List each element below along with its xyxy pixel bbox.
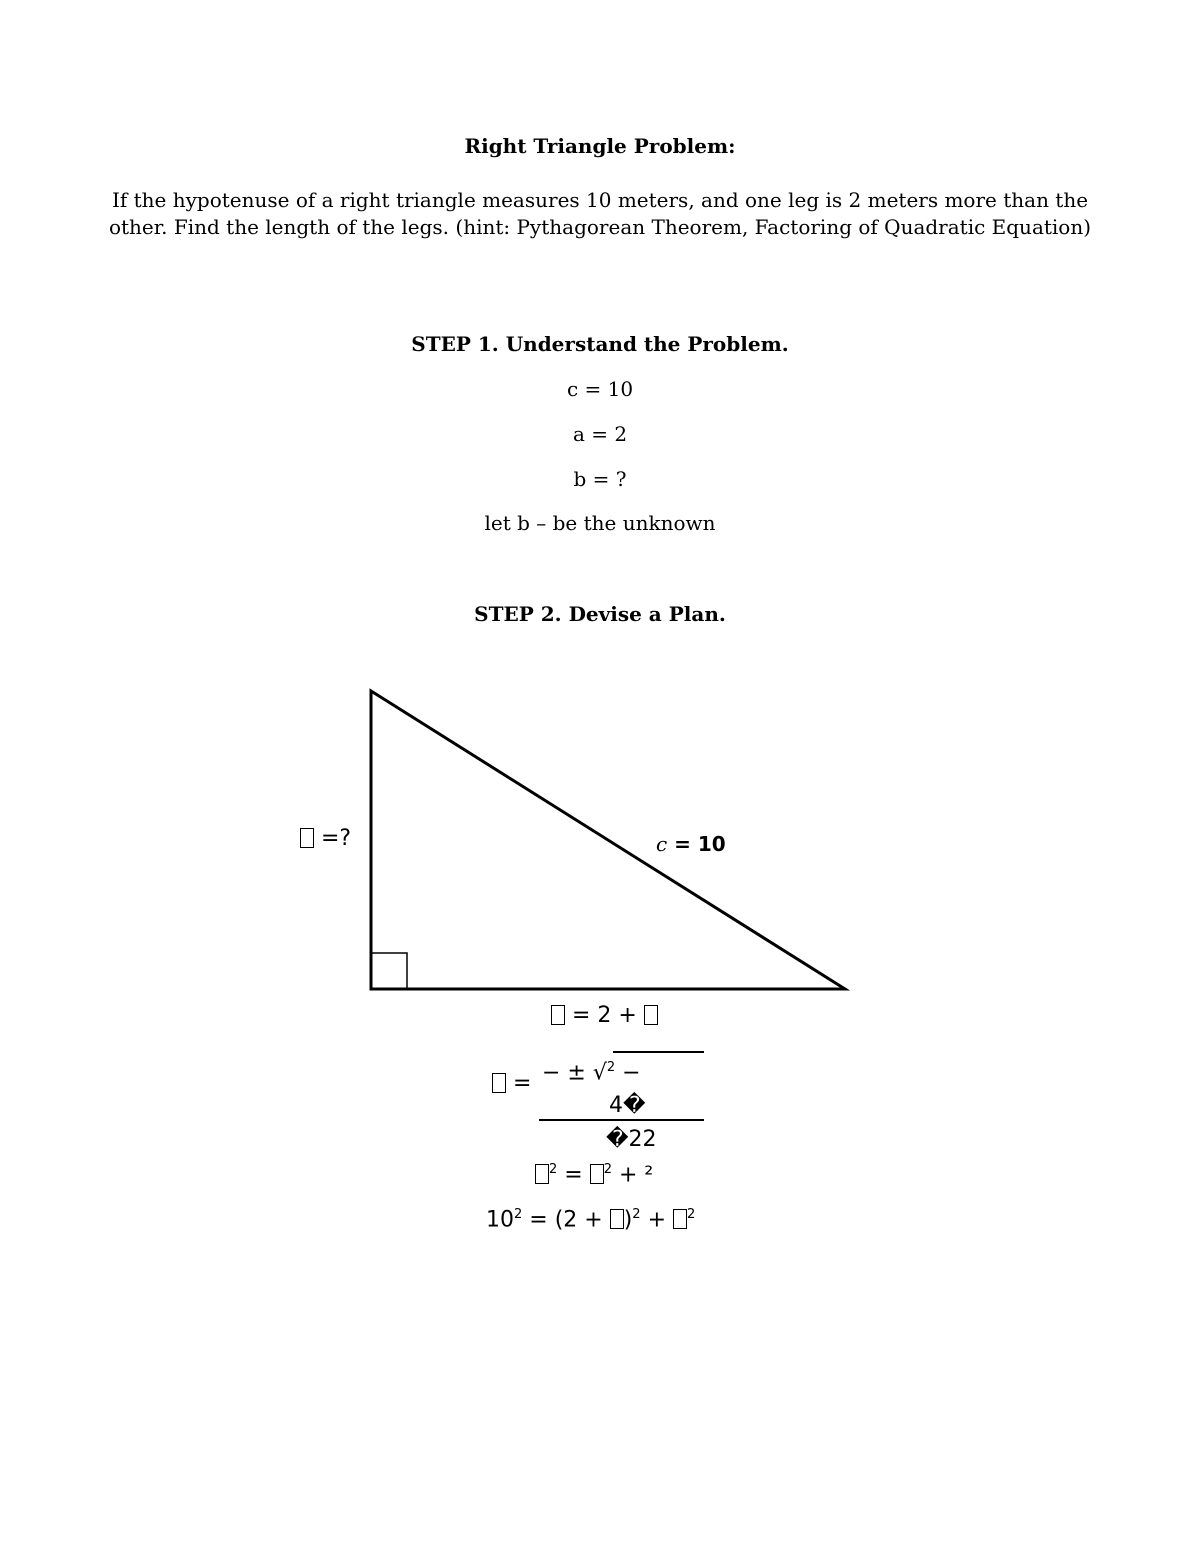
hypotenuse-label: c = 10 [656, 832, 726, 856]
page-title: Right Triangle Problem: [464, 134, 736, 158]
missing-glyph-icon [673, 1209, 687, 1229]
given-c: c = 10 [566, 377, 634, 401]
missing-glyph-icon [492, 1073, 506, 1093]
given-a: a = 2 [572, 422, 628, 446]
radical-bar [613, 1051, 704, 1053]
missing-glyph-icon [300, 828, 314, 848]
bottom-leg-label: = 2 + [551, 1003, 658, 1028]
given-b: b = ? [573, 467, 627, 491]
missing-glyph-icon [610, 1209, 624, 1229]
missing-glyph-icon [644, 1005, 658, 1025]
problem-line-1: If the hypotenuse of a right triangle measures 10 meters, and one leg is 2 meters more than the [111, 188, 1089, 212]
step2-heading: STEP 2. Devise a Plan. [474, 602, 726, 626]
triangle-outline [371, 691, 845, 989]
left-leg-label: =? [300, 826, 351, 851]
substituted-equation: $10^2 = (2 + )^2 + ^2$ [486, 1207, 696, 1233]
quadratic-lhs: = [492, 1071, 531, 1096]
problem-line-2: other. Find the length of the legs. (hint: Pythagorean Theorem, Factoring of Quadratic Equation) [108, 215, 1092, 239]
step1-heading: STEP 1. Understand the Problem. [411, 332, 789, 356]
right-angle-marker [371, 953, 407, 989]
quadratic-numerator-line2: 4� [609, 1093, 646, 1118]
fraction-bar [539, 1119, 704, 1121]
quadratic-numerator: − ± √$^2$ − [542, 1060, 641, 1086]
missing-glyph-icon [551, 1005, 565, 1025]
missing-glyph-icon [590, 1164, 604, 1184]
given-unknown-note: let b – be the unknown [484, 511, 716, 535]
pythagorean-formula: $^2$ = $^2$ + ² [535, 1162, 653, 1187]
quadratic-denominator: �22 [606, 1127, 657, 1152]
missing-glyph-icon [535, 1164, 549, 1184]
